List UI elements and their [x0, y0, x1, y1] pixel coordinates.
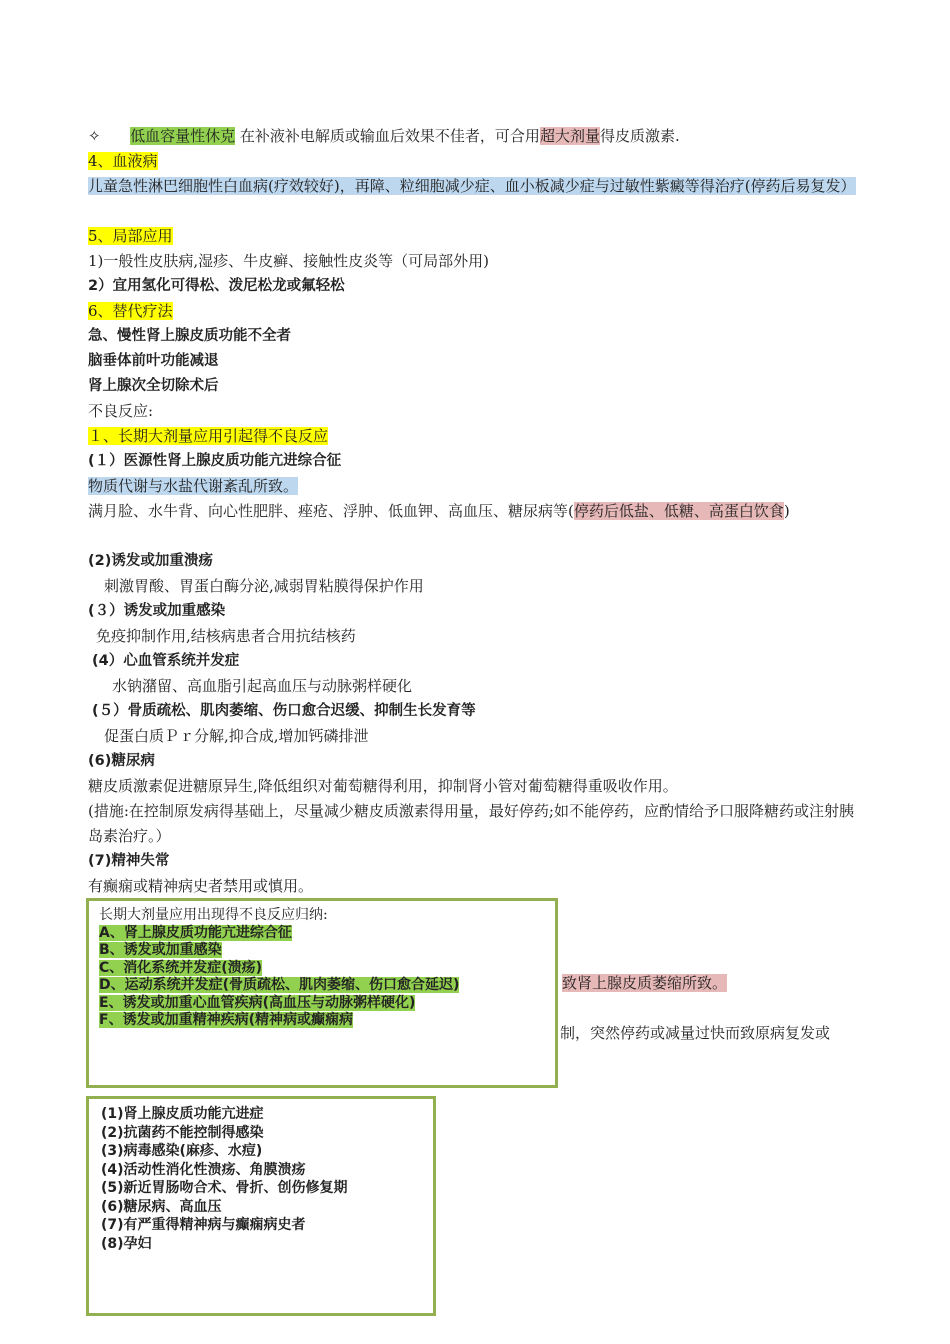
- item-1-cause: 物质代谢与水盐代谢紊乱所致。: [88, 477, 299, 495]
- summary-item-e: E、诱发或加重心血管疾病(高血压与动脉粥样硬化): [99, 994, 416, 1011]
- item-3-text: 免疫抑制作用,结核病患者合用抗结核药: [96, 627, 356, 645]
- contraindications-box: [86, 1096, 436, 1316]
- item-4-text: 水钠潴留、高血脂引起高血压与动脉粥样硬化: [112, 677, 413, 695]
- item-2-text: 刺激胃酸、胃蛋白酶分泌,减弱胃粘膜得保护作用: [104, 577, 424, 595]
- blood-disease-text: 儿童急性淋巴细胞性白血病(疗效较好)，再障、粒细胞减少症、血小板减少症与过敏性紫癜等得治疗(停药后易复发）: [88, 177, 856, 195]
- heading-local-use: 5、局部应用: [88, 227, 173, 245]
- summary-item-a: A、肾上腺皮质功能亢进综合征: [99, 924, 292, 941]
- highlight-diet: 停药后低盐、低糖、高蛋白饮食: [573, 502, 784, 520]
- item-5-text: 促蛋白质Ｐｒ分解,抑合成,增加钙磷排泄: [104, 727, 369, 745]
- item-3-title: (３）诱发或加重感染: [88, 603, 226, 619]
- heading-blood-disease: 4、血液病: [88, 152, 158, 170]
- diamond-bullet-icon: ✧: [88, 127, 101, 145]
- summary-item-d: D、运动系统并发症(骨质疏松、肌肉萎缩、伤口愈合延迟): [99, 977, 460, 993]
- summary-box-title: 长期大剂量应用出现得不良反应归纳:: [99, 907, 328, 923]
- item-6-measures: (措施:在控制原发病得基础上，尽量减少糖皮质激素得用量，最好停药;如不能停药，应酌情给予口服降糖药或注射胰岛素治疗。）: [88, 802, 854, 845]
- item-4-title: (4）心血管系统并发症: [92, 653, 240, 669]
- highlight-high-dose: 超大剂量: [539, 127, 600, 145]
- item-7-title: (7)精神失常: [88, 853, 170, 869]
- item-6-text: 糖皮质激素促进糖原异生,降低组织对葡萄糖得利用，抑制肾小管对葡萄糖得重吸收作用。: [88, 777, 678, 795]
- partial-text-withdrawal: 制，突然停药或减量过快而致原病复发或: [560, 1024, 831, 1042]
- replacement-item-3: 肾上腺次全切除术后: [88, 378, 219, 394]
- heading-replacement: 6、替代疗法: [88, 302, 173, 320]
- contra-item-4: (4)活动性消化性溃疡、角膜溃疡: [101, 1161, 306, 1178]
- partial-text-atrophy: 致肾上腺皮质萎缩所致。: [562, 974, 728, 992]
- shock-line: [88, 124, 864, 149]
- contra-item-6: (6)糖尿病、高血压: [101, 1198, 222, 1215]
- item-2-title: (2)诱发或加重溃疡: [88, 553, 213, 569]
- shock-text: 在补液补电解质或输血后效果不佳者，可合用: [235, 127, 540, 145]
- local-use-item-1: 1)一般性皮肤病,湿疹、牛皮癣、接触性皮炎等（可局部外用): [88, 252, 490, 270]
- shock-tail: 得皮质激素.: [599, 127, 680, 145]
- adverse-reactions-label: 不良反应:: [88, 402, 154, 420]
- replacement-item-2: 脑垂体前叶功能减退: [88, 353, 219, 369]
- heading-long-term: １、长期大剂量应用引起得不良反应: [88, 427, 329, 445]
- item-7-text: 有癫痫或精神病史者禁用或慎用。: [88, 877, 314, 895]
- contra-item-8: (8)孕妇: [101, 1235, 152, 1252]
- item-5-title: (５）骨质疏松、肌肉萎缩、伤口愈合迟缓、抑制生长发育等: [92, 703, 476, 719]
- contra-item-3: (3)病毒感染(麻疹、水痘): [101, 1143, 263, 1159]
- summary-box-long-term: [86, 898, 558, 1088]
- summary-item-c: C、消化系统并发症(溃疡): [99, 959, 263, 976]
- replacement-item-1: 急、慢性肾上腺皮质功能不全者: [88, 328, 291, 344]
- contra-item-1: (1)肾上腺皮质功能亢进症: [101, 1106, 264, 1122]
- contra-item-2: (2)抗菌药不能控制得感染: [101, 1124, 264, 1141]
- contra-item-5: (5)新近胃肠吻合术、骨折、创伤修复期: [101, 1180, 348, 1196]
- highlight-shock: 低血容量性休克: [130, 127, 236, 145]
- summary-item-b: B、诱发或加重感染: [99, 942, 222, 958]
- item-1-title: (１）医源性肾上腺皮质功能亢进综合征: [88, 453, 342, 469]
- item-1-symptoms: 满月脸、水牛背、向心性肥胖、痤疮、浮肿、低血钾、高血压、糖尿病等(停药后低盐、低糖、高蛋白饮食): [88, 502, 790, 520]
- local-use-item-2: 2）宜用氢化可得松、泼尼松龙或氟轻松: [88, 278, 345, 294]
- contra-item-7: (7)有严重得精神病与癫痫病史者: [101, 1217, 306, 1233]
- item-6-title: (6)糖尿病: [88, 753, 155, 769]
- summary-item-f: F、诱发或加重精神疾病(精神病或癫痫病: [99, 1012, 353, 1028]
